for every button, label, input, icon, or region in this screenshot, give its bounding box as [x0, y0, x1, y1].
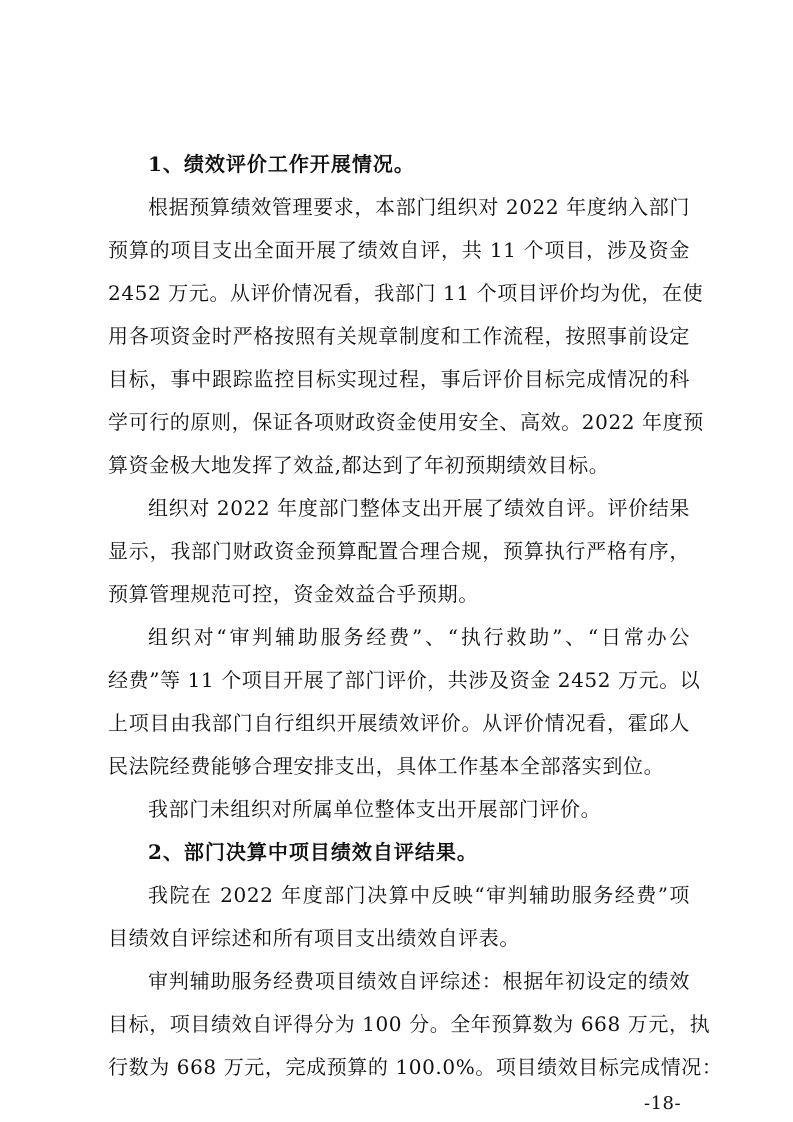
section-1-heading: 1、绩效评价工作开展情况。: [148, 152, 415, 176]
paragraph-line: 目标，项目绩效自评得分为 100 分。全年预算数为 668 万元，执: [108, 1012, 711, 1036]
page-number: -18-: [644, 1093, 682, 1114]
paragraph-line: 经费”等 11 个项目开展了部门评价，共涉及资金 2452 万元。以: [108, 668, 701, 692]
paragraph-line: 组织对“审判辅助服务经费”、“执行救助”、“日常办公: [148, 625, 690, 649]
paragraph-line: 显示，我部门财政资金预算配置合理合规，预算执行严格有序，: [108, 539, 690, 563]
paragraph-line: 预算的项目支出全面开展了绩效自评，共 11 个项目，涉及资金: [108, 238, 690, 262]
paragraph-line: 用各项资金时严格按照有关规章制度和工作流程，按照事前设定: [108, 324, 690, 348]
paragraph-line: 目绩效自评综述和所有项目支出绩效自评表。: [108, 926, 520, 950]
paragraph-line: 学可行的原则，保证各项财政资金使用安全、高效。2022 年度预: [108, 410, 704, 434]
paragraph-line: 上项目由我部门自行组织开展绩效评价。从评价情况看，霍邱人: [108, 711, 690, 735]
paragraph-line: 我院在 2022 年度部门决算中反映“审判辅助服务经费”项: [148, 883, 690, 907]
section-2-heading: 2、部门决算中项目绩效自评结果。: [148, 840, 478, 864]
paragraph-line: 2452 万元。从评价情况看，我部门 11 个项目评价均为优，在使: [108, 281, 704, 305]
paragraph-line: 审判辅助服务经费项目绩效自评综述：根据年初设定的绩效: [148, 969, 690, 993]
paragraph-line: 根据预算绩效管理要求，本部门组织对 2022 年度纳入部门: [148, 195, 690, 219]
paragraph-line: 我部门未组织对所属单位整体支出开展部门评价。: [148, 797, 602, 821]
paragraph-line: 预算管理规范可控，资金效益合乎预期。: [108, 582, 479, 606]
paragraph-line: 行数为 668 万元，完成预算的 100.0%。项目绩效目标完成情况：: [108, 1055, 723, 1079]
paragraph-line: 组织对 2022 年度部门整体支出开展了绩效自评。评价结果: [148, 496, 690, 520]
paragraph-line: 算资金极大地发挥了效益,都达到了年初预期绩效目标。: [108, 453, 610, 477]
paragraph-line: 目标，事中跟踪监控目标实现过程，事后评价目标完成情况的科: [108, 367, 690, 391]
paragraph-line: 民法院经费能够合理安排支出，具体工作基本全部落实到位。: [108, 754, 665, 778]
